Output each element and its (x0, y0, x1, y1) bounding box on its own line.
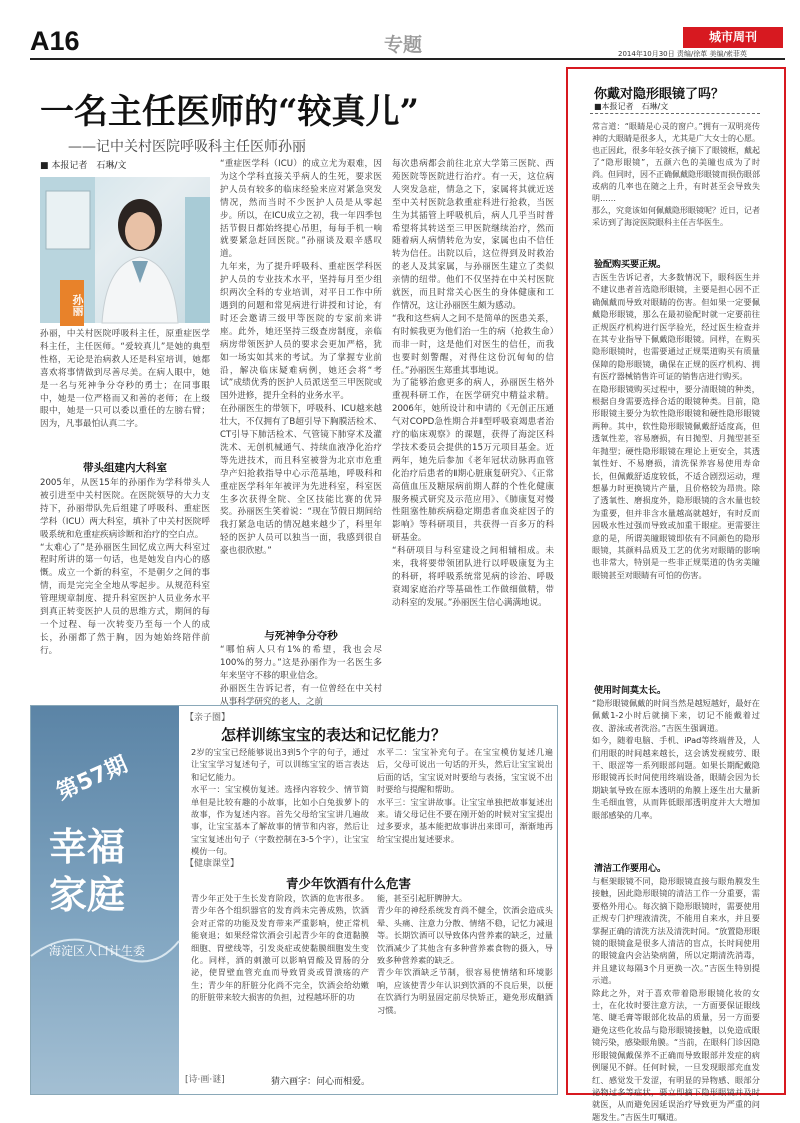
family-title-top: 幸福 (49, 824, 126, 869)
col2-text2: “哪怕病人只有1%的希望，我也会尽100%的努力。”这是孙丽作为一名医生多年来坚守不移的职业信念。 孙丽医生告诉记者，有一位曾经在中关村从事科学研究的老人，之前 (220, 645, 382, 707)
page-header (0, 0, 800, 62)
col3-text: 每次患病都会前往北京大学第三医院、西苑医院等医院进行治疗。有一天，这位病人突发急症，情急之下，家属将其就近送至中关村医院急救重症科进行抢救，当医生为其插管上呼吸机后，病人几乎当时普希望将其转送至三甲医院继续治疗，然而随着病人病情转危为安，家属也由不信任转为信任。出院以后，这位得到及时救治的老人及其家属，与孙丽医生建立了类似亲情的纽带。他们不仅坚持在中关村医院就医，而且时常关心医生的身体健康和工作情况，这让孙丽医生颇为感动。 “我和这些病人之间不是简单的医患关系，有时候我更为他们治一生的病（抢救生命）而非一时，这是他们对医生的信任，而我也要时刻警醒，对得住这份沉甸甸的信任。”孙丽医生郑重其事地说。 为了能够治愈更多的病人，孙丽医生格外重视科研工作，在医学研究中精益求精。2006年，她所设计和申请的《无创正压通气对COPD急性期合并Ⅱ型呼吸衰竭患者治疗的临床观察》的课题，获得了海淀区科学技术委员会提供的15万元项目基金。近两年，她先后参加《老年冠状动脉再血管化治疗后患者的Ⅱ期心脏康复研究》、《正常高值血压及糖尿病前期人群的个性化健康服务模式研究及示范应用》、《肺康复对慢性阻塞性肺疾病稳定期患者血炎症因子的影响》等科研项目，共获得一百多万的科研基金。 “科研项目与科室建设之间相辅相成。未来，我将要带领团队进行以呼吸康复为主的科研，将呼吸系统常见病的诊治、呼吸衰竭家庭治疗等基础性工作做细做精，带动科室的发展。”孙丽医生信心满满地说。 (392, 159, 554, 608)
sidebar-eye-care (566, 67, 786, 1122)
family-banner (31, 706, 179, 1094)
sidebar-rule (590, 113, 760, 114)
family-org: 海淀区人口计生委 (49, 944, 146, 958)
photo-caption: 孙丽 (71, 293, 84, 316)
sidebar-head-duration: 使用时间莫太长。 (594, 686, 667, 696)
issue-date: 2014年10月30日 (618, 50, 675, 58)
article1-col2: 水平二：宝宝补充句子。在宝宝模仿复述几遍后，父母可说出一句话的开头，然后让宝宝说出后面的话，宝宝说对时要给与表扬，宝宝说不出时要给与提醒和帮助。 水平三：宝宝讲故事。让宝宝单独把故事复述出来。请父母记住不要在刚开始的时候对宝宝提出过多要求，基本能把故事讲出来即可，渐渐地再给宝宝提出复述要求。 (377, 747, 553, 844)
section-title: 专题 (384, 34, 423, 56)
tag-health: 【健康课堂】 (185, 859, 240, 869)
sidebar-title: 你戴对隐形眼镜了吗？ (594, 87, 725, 102)
article-headline: 一名主任医师的“较真儿” (40, 92, 420, 132)
article2-col2: 能，甚至引起肝脾肿大。 青少年的神经系统发育尚不健全，饮酒会造成头晕、头痛、注意力分散、情绪不稳，记忆力减退等。长期饮酒可以导致体内营养素的缺乏，过量饮酒减少了其他含有多种营养素食物的摄入，导致多种营养素的缺乏。 青少年饮酒缺乏节制，很容易使情绪和环境影响，应该使青少年认识到饮酒的不良后果，以便在饮酒行为明显固定前尽快矫正，避免形成酗酒习惯。 (377, 893, 553, 1015)
family-section (30, 705, 558, 1095)
tag-parenting: 【亲子圈】 (185, 713, 231, 723)
riddle-text: 猜六画字：问心而相爱。 (271, 1077, 371, 1087)
page-number: A16 (30, 26, 80, 56)
col2-text: “重症医学科（ICU）的成立尤为艰难，因为这个学科直接关乎病人的生死，要求医护人员有较多的临床经验来应对紧急突发情况，然而当时不少医护人员是从零起步。所以，在ICU成立之初，我一年四季包括节假日都始终提心吊胆，每每手机一响就要紧急赶回医院。”孙丽谈及艰辛感叹道。 九年来，为了提升呼吸科、重症医学科医护人员的专业技术水平，坚持每月至少组织两次全科的专业培训，对平日工作中所遇到的问题和常见病进行讲授和讨论，有时还会邀请三级甲等医院的专家前来讲座。此外，她还坚持三级查房制度，亲临病房带领医护人员的要求会更加严格，犹如一场实如其来的考试。为了掌握专业前沿，解决临床疑难病例，她还会将“考试”成绩优秀的医护人员派送至三甲医院或国外进修，提升全科的业务水平。 在孙丽医生的带领下，呼吸科、ICU越来越壮大，不仅拥有了B超引导下胸膜活检术、CT引导下肺活检术、气管镜下肺穿术及灌洗术、无创机械通气、持续血液净化治疗等先进技术，而且科室被誉为北京市危重孕产妇抢救指导中心示范基地，呼吸科和重症医学科年年被评为先进科室，科室医生多次获得全院、全区技能比赛的优异奖。孙丽医生笑着说：“现在节假日期间给我打紧急电话的情况越来越少了，科里年轻的医护人员可以独当一面，我感到很自豪也很欣慰。” (220, 159, 382, 557)
editors: 责编/徐革 美编/索菲英 (676, 50, 747, 58)
main-article (0, 62, 560, 705)
article1-title: 怎样训练宝宝的表达和记忆能力？ (221, 726, 447, 744)
tag-riddle: [诗·画·谜] (185, 1075, 225, 1085)
col1-para2: 2005年，从医15年的孙丽作为学科带头人被引进至中关村医院。在医院领导的大力支持下，孙丽带队先后组建了呼吸科、重症医学科（ICU）两大科室，填补了中关村医院呼吸系统和危重症疾病诊断和治疗的空白点。 “太难心了”是孙丽医生回忆成立两大科室过程时所讲的第一句话，也是她发自内心的感慨。成立一个新的科室，不是朝夕之间的事情，而是完完全全地从零起步。从规范科室管理规章制度、提升科室医护人员业务水平到真正转变医护人员的思维方式，期间的每一个过程、每一次转变乃至每一个人的成长，孙丽都了然于胸，因为她始终陪伴前行。 (40, 478, 210, 656)
subhead-race-death: 与死神争分夺秒 (264, 630, 338, 642)
family-title-bottom: 家庭 (49, 872, 126, 917)
paper-logo (683, 27, 783, 48)
sidebar-intro: 常言道：“眼睛是心灵的窗户。”拥有一双明亮传神的大眼睛是很多人，尤其是广大女士的心愿。也正因此，很多年轻女孩子摘下了眼镜框，戴起了“隐形眼镜”，五颜六色的美瞳也成为了时尚。但同时，因不正确佩戴隐形眼镜而损伤眼部或病的几率也在随之上升，有时甚至会导致失明…… 那么，究竟该如何佩戴隐形眼镜呢？近日，记者采访到了海淀医院眼科主任吉华医生。 (592, 122, 760, 227)
photo-caption-box (60, 280, 84, 326)
sidebar-para1: 吉医生告诉记者，大多数情况下，眼科医生并不建议患者首选隐形眼镜，主要是担心因不正确佩戴而导致对眼睛的伤害。但如果一定要佩戴隐形眼镜，那么在最初验配时就一定要前往正规医疗机构进行医学验光，经过医生检查并在其专业指导下佩戴隐形眼镜。同样，在购买隐形眼镜时，也需要通过正规渠道购买有质量保障的隐形眼镜，确保在正规的医疗机构、拥有医疗器械销售许可证的销售店进行购买。 在隐形眼镜购买过程中，要分清眼镜的种类，根据自身需要选择合适的眼镜种类。目前，隐形眼镜主要分为软性隐形眼镜和硬性隐形眼镜两种。其中，软性隐形眼镜佩戴舒适度高，但透氧性差，容易磨损，有日抛型、月抛型甚至年抛型；硬性隐形眼镜在理论上更安全，其透氧性好、不易磨损，清洗保养容易使用寿命长，但佩戴舒适度较低，不适合剧烈运动，理想暴力时更换镜片产量，且价格较为昂贵。除了透氧性、磨损度外，隐形眼镜的含水量也较为重要，但并非含水量越高就越好，有时反而因吸水性过强而导致或加重干眼症。更需要注意的是，所谓美瞳眼镜即依有不同颜色的隐形眼镜，其颜料品质及工艺的优劣对眼睛的影响也非常大，特别是一些非正规渠道的伪劣美瞳眼镜甚至对眼睛有可怕的伤害。 (592, 272, 760, 580)
sidebar-head-cleaning: 清洁工作要用心。 (594, 864, 667, 874)
article-subtitle: ——记中关村医院呼吸科主任医师孙丽 (68, 139, 306, 155)
sidebar-byline: ■本报记者 石琳/文 (594, 102, 669, 111)
article2-title: 青少年饮酒有什么危害 (286, 876, 412, 891)
header-rule (30, 58, 785, 60)
paper-name: 城市周刊 (708, 30, 757, 44)
byline: ■ 本报记者 石琳/文 (40, 161, 127, 171)
sidebar-head-fitting: 验配购买要正规。 (594, 260, 667, 270)
issue-badge: 第57期 (53, 752, 132, 806)
col1-para1: 孙丽，中关村医院呼吸科主任，原重症医学科主任，主任医师。“爱较真儿”是她的典型性格，无论是治病救人还是科室培训，她都喜欢将事情做到尽善尽美。在病人眼中，她是一名与死神争分夺秒的勇士；在同事眼中，她是一位严格而又和善的老师；在上级眼中，她是一只可以委以重任的左膀右臂；因为，凡事最怕认真二字。 (40, 329, 210, 430)
sidebar-para2: “隐形眼镜佩戴的时间当然是越短越好，最好在佩戴1-2小时后就摘下来，切记不能戴着过夜、游泳或者洗浴。”吉医生强调道。 如今，随着电脑、手机、iPad等终端普及，人们用眼的时间越来越长，这会诱发视疲劳、眼干、眼涩等一系列眼部问题。如果长期配戴隐形眼镜再长时间使用终端设备，眼睛会因为长期缺氧导致在原本透明的角膜上逐生出大量新生毛细血管，从而阵低眼部透明度并大大增加眼部感染的几率。 (592, 698, 760, 820)
article2-col1: 青少年正处于生长发育阶段，饮酒的危害很多。青少年各个组织器官的发育尚未完善成熟，饮酒会对正常的功能及发育带来严重影响，使正常机能衰退；如果经常饮酒会引起青少年的食道黏膜细胞、胃壁线等，引发炎症或使黏膜细胞发生变化。同样，酒的刺激可以影响胃酸及胃肠的分泌，使胃壁血管充血而导致胃炎或胃溃疡的产生；青少年的肝脏分化尚不完全，饮酒会给幼嫩的肝脏带来较大损害的负担，过程越坏肝的功 (191, 893, 369, 1003)
article1-col1: 2岁的宝宝已经能够说出3到5个字的句子，通过让宝宝学习复述句子，可以训练宝宝的语言表达和记忆能力。 水平一：宝宝模仿复述。选择内容较少、情节简单但是比较有趣的小故事，比如小白兔拔萝卜的故事，作为复述内容。首先父母给宝宝讲几遍故事，让宝宝基本了解故事的情节和内容，然后让宝宝复述出句子（字数控制在3-5个字），让宝宝模仿一句。 (191, 747, 369, 857)
sidebar-para3: 与框架眼镜不同，隐形眼镜直接与眼角膜发生接触，因此隐形眼镜的清洁工作一分重要，需要格外用心。每次摘下隐形眼镜时，需要使用正规专门护理液清洗，不能用自来水，并且要掌握正确的清洗方法及清洗时间。“放置隐形眼镜的眼镜盒是很多人清洁的盲点，长时间使用的眼镜盒内会沾染病菌，所以定期清洗消毒，并且建议每隔3个月更换一次。”吉医生特别提示道。 除此之外，对于喜欢带着隐形眼镜化妆的女士，在化妆时要注意方法，一方面要保证眼线笔、睫毛膏等眼部化妆品的质量，另一方面要避免这些化妆品与隐形眼镜接触，以免造成眼镜污染，感染眼角膜。“当前，在眼科门诊因隐形眼镜佩戴保养不正确而导致眼部并发症的病例屡见不鲜。任何时候，一旦发现眼部充血发红、感觉发干发涩，有明显的异物感、眼部分泌物过多等症状，要立即摘下隐形眼镜并及时就医，从而避免因延误治疗导致更为严重的问题发生。”吉医生叮嘱道。 (592, 876, 760, 1122)
subhead-team: 带头组建内大科室 (83, 462, 167, 474)
